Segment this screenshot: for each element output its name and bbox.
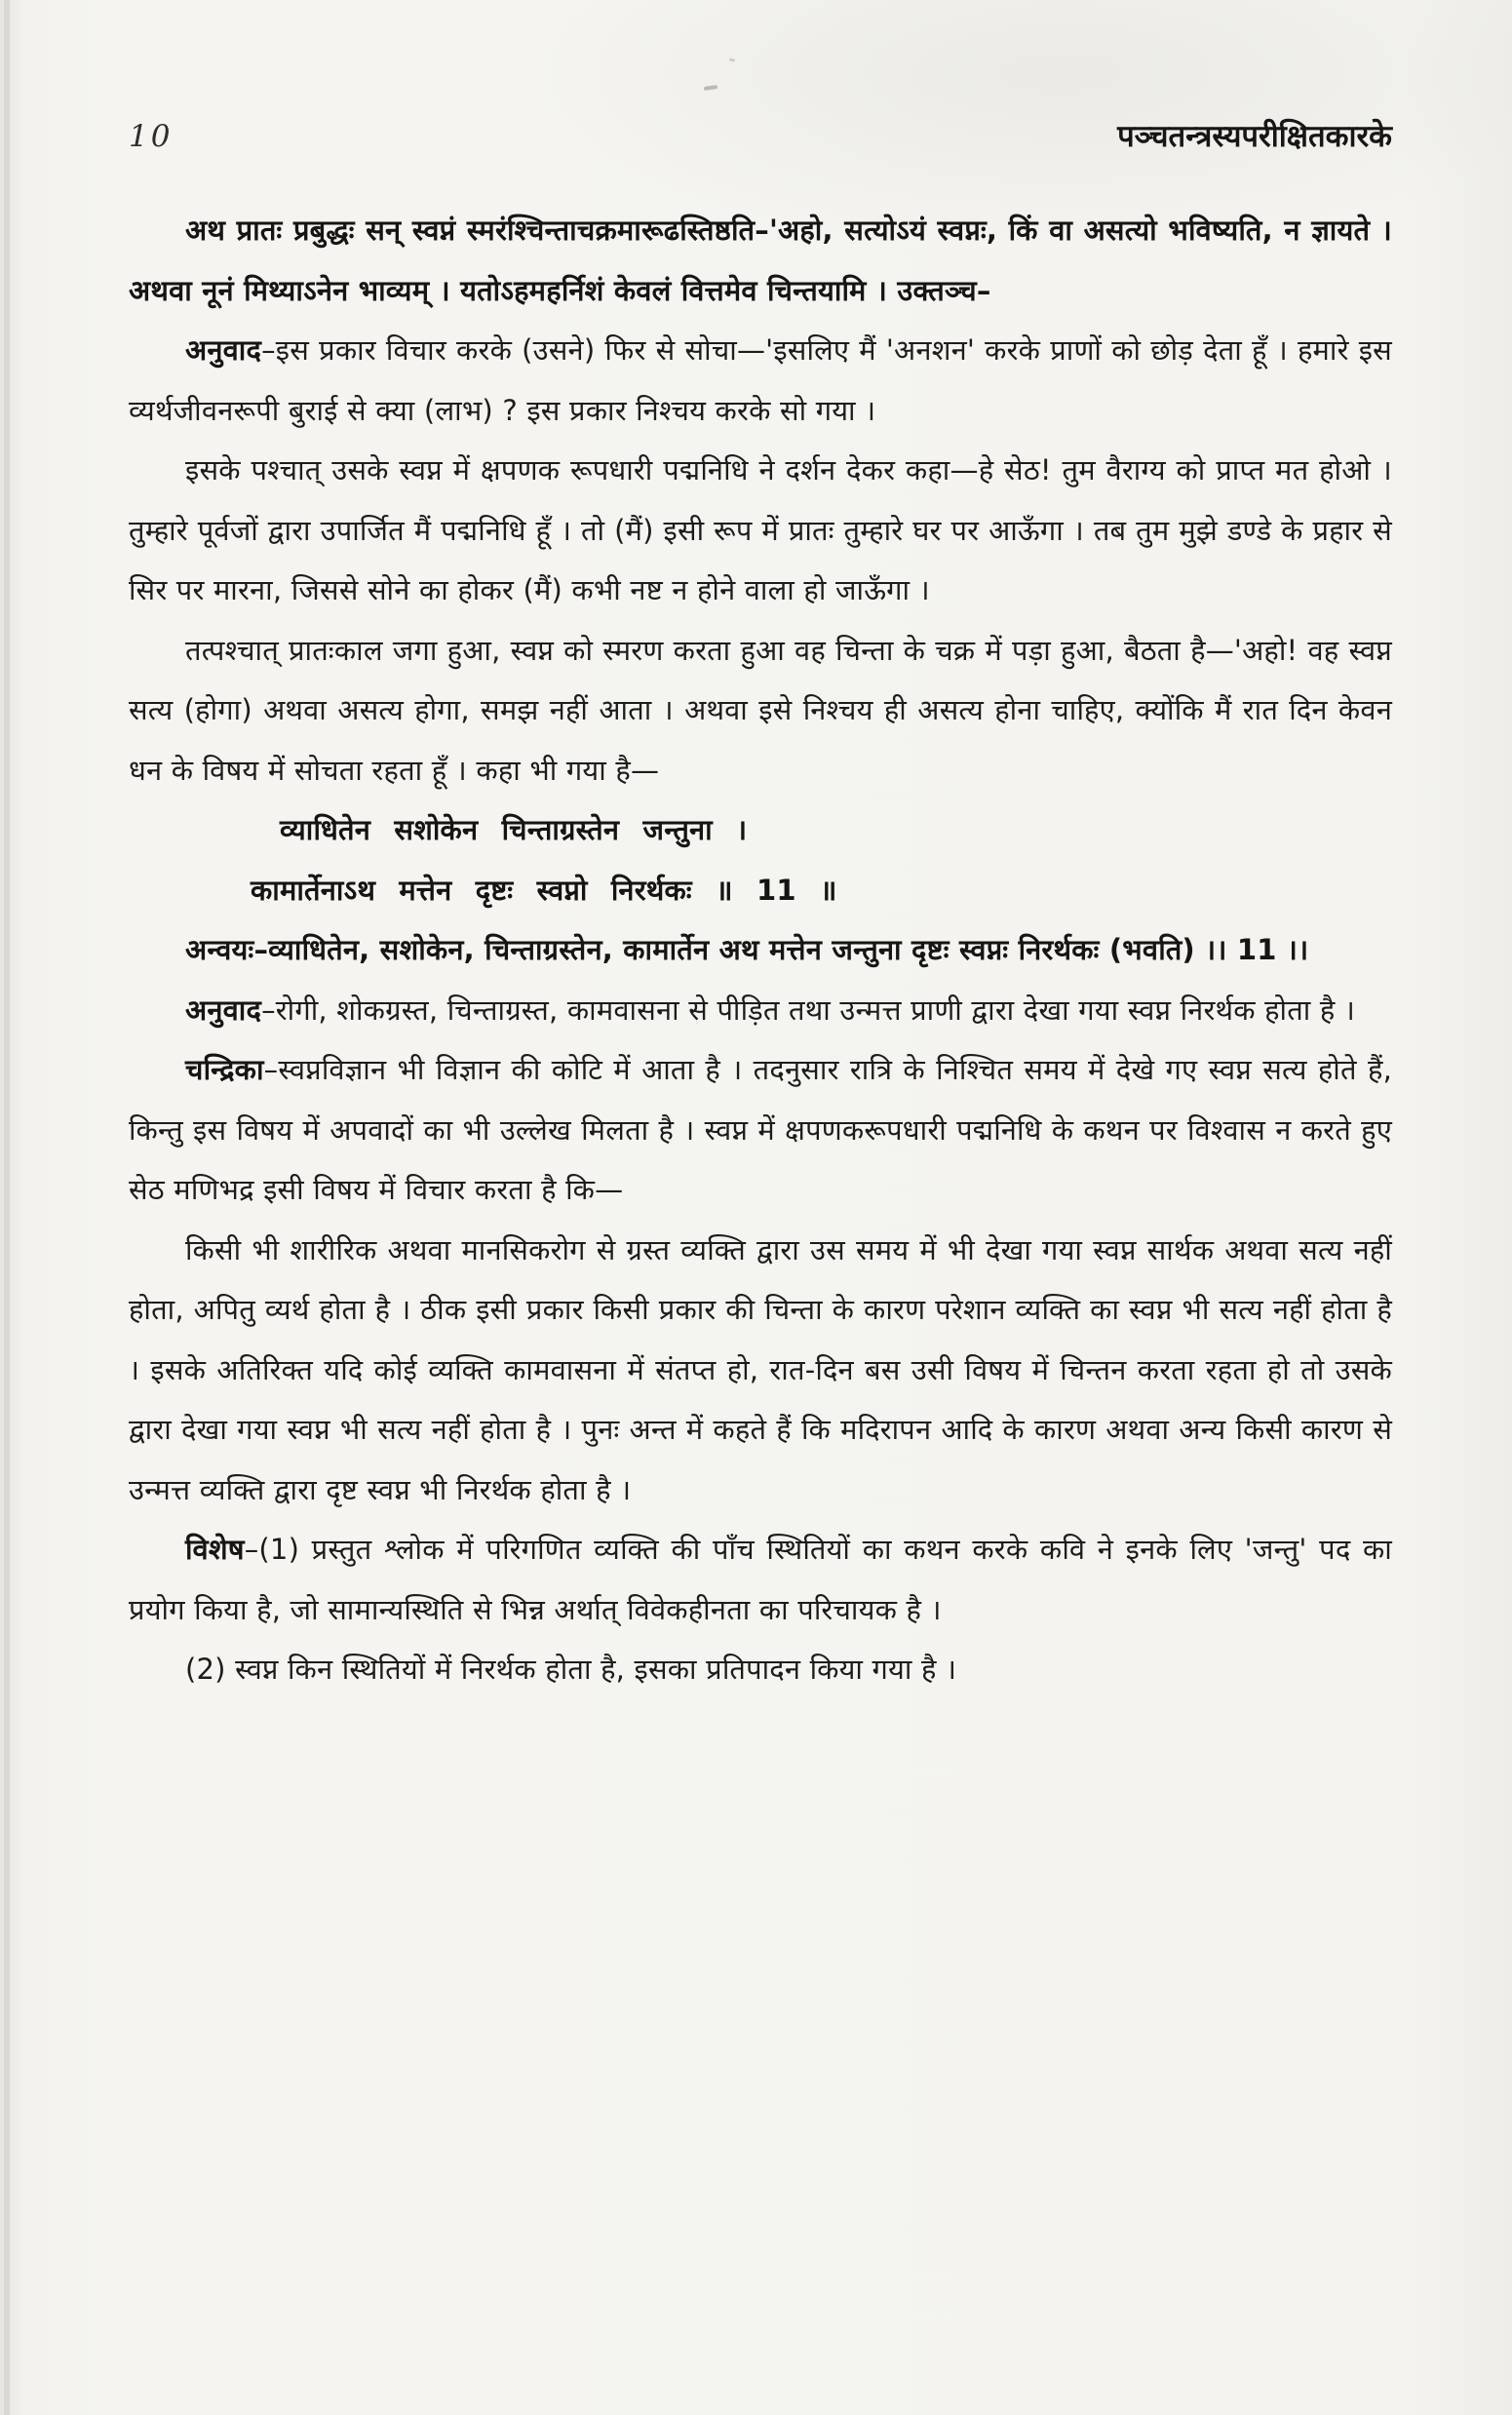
shloka-11-line-1: व्याधितेन सशोकेन चिन्ताग्रस्तेन जन्तुना । [280,813,748,846]
paragraph-morning-doubt-text: तत्पश्चात् प्रातःकाल जगा हुआ, स्वप्न को स्मरण करता हुआ वह चिन्ता के चक्र में पड़ा हुआ, बैठता है—'अहो! वह स्वप्न सत्य (होगा) अथवा असत्य होगा, समझ नहीं आता । अथवा इसे निश्चय ही असत्य होना चाहिए, क्योंकि मैं रात दिन केवन धन के विषय में सोचता रहता हूँ । कहा भी गया है— [129,633,1392,787]
paragraph-vishesh-2 [129,1640,1392,1700]
lead-anvaya: अन्वयः [185,933,254,966]
sanskrit-passage [129,201,1392,321]
paragraph-vishesh-text: –(1) प्रस्तुत श्लोक में परिगणित व्यक्ति की पाँच स्थितियों का कथन करके कवि ने इनके लिए 'जन्तु' पद का प्रयोग किया है, जो सामान्यस्थिति से भिन्न अर्थात् विवेकहीनता का परिचायक है । [129,1533,1392,1626]
paragraph-commentary-text: किसी भी शारीरिक अथवा मानसिकरोग से ग्रस्त व्यक्ति द्वारा उस समय में भी देखा गया स्वप्न सार्थक अथवा सत्य नहीं होता, अपितु व्यर्थ होता है । ठीक इसी प्रकार किसी प्रकार की चिन्ता के कारण परेशान व्यक्ति का स्वप्न भी सत्य नहीं होता है । इसके अतिरिक्त यदि कोई व्यक्ति कामवासना में संतप्त हो, रात-दिन बस उसी विषय में चिन्तन करता रहता हो तो उसके द्वारा देखा गया स्वप्न भी सत्य नहीं होता है । पुनः अन्त में कहते हैं कि मदिरापन आदि के कारण अथवा अन्य किसी कारण से उन्मत्त व्यक्ति द्वारा दृष्ट स्वप्न भी निरर्थक होता है । [129,1232,1392,1506]
paragraph-dream-vision-text: इसके पश्चात् उसके स्वप्न में क्षपणक रूपधारी पद्मनिधि ने दर्शन देकर कहा—हे सेठ! तुम वैराग्य को प्राप्त मत होओ । तुम्हारे पूर्वजों द्वारा उपार्जित मैं पद्मनिधि हूँ । तो (मैं) इसी रूप में प्रातः तुम्हारे घर पर आऊँगा । तब तुम मुझे डण्डे के प्रहार से सिर पर मारना, जिससे सोने का होकर (मैं) कभी नष्ट न होने वाला हो जाऊँगा । [129,453,1392,606]
page-body [129,201,1392,1700]
page-header [129,115,1392,156]
paragraph-chandrika [129,1040,1392,1221]
paragraph-dream-vision [129,441,1392,621]
sanskrit-passage-text: अथ प्रातः प्रबुद्धः सन् स्वप्नं स्मरंश्चिन्ताचक्रमारूढस्तिष्ठति–'अहो, सत्योऽयं स्वप्नः, किं वा असत्यो भविष्यति, न ज्ञायते । अथवा नूनं मिथ्याऽनेन भाव्यम् । यतोऽहमहर्निशं केवलं वित्तमेव चिन्तयामि । उक्तञ्च– [129,214,1392,307]
lead-vishesh: विशेष [185,1533,245,1566]
paragraph-anvaya [129,920,1392,981]
shloka-11-line-2: कामार्तेनाऽथ मत्तेन दृष्टः स्वप्नो निरर्थकः ॥ 11 ॥ [251,873,837,907]
paragraph-commentary [129,1221,1392,1521]
lead-chandrika: चन्द्रिका [185,1053,264,1086]
lead-anuvad-2: अनुवाद [185,993,262,1027]
paragraph-anvaya-text: –व्याधितेन, सशोकेन, चिन्ताग्रस्तेन, कामार्तेन अथ मत्तेन जन्तुना दृष्टः स्वप्नः निरर्थकः (भवति) ।। 11 ।। [253,933,1309,966]
page-number: 10 [129,119,174,154]
paragraph-morning-doubt [129,621,1392,801]
paragraph-vishesh [129,1520,1392,1640]
paragraph-anuvad-1 [129,321,1392,441]
running-header: पञ्चतन्त्रस्यपरीक्षितकारके [1117,119,1392,154]
shloka-11 [129,800,1392,920]
lead-anuvad-1: अनुवाद [185,333,262,367]
scan-artifact [729,58,735,61]
paragraph-vishesh-2-text: (2) स्वप्न किन स्थितियों में निरर्थक होता है, इसका प्रतिपादन किया गया है । [185,1653,957,1686]
paragraph-anuvad-1-text: –इस प्रकार विचार करके (उसने) फिर से सोचा—'इसलिए मैं 'अनशन' करके प्राणों को छोड़ देता हूँ । हमारे इस व्यर्थजीवनरूपी बुराई से क्या (लाभ) ? इस प्रकार निश्चय करके सो गया । [129,333,1392,427]
paragraph-anuvad-2-text: –रोगी, शोकग्रस्त, चिन्ताग्रस्त, कामवासना से पीड़ित तथा उन्मत्त प्राणी द्वारा देखा गया स्वप्न निरर्थक होता है । [261,993,1356,1027]
scan-edge-shadow [4,0,10,2415]
paragraph-chandrika-text: –स्वप्नविज्ञान भी विज्ञान की कोटि में आता है । तदनुसार रात्रि के निश्चित समय में देखे गए स्वप्न सत्य होते हैं, किन्तु इस विषय में अपवादों का भी उल्लेख मिलता है । स्वप्न में क्षपणकरूपधारी पद्मनिधि के कथन पर विश्वास न करते हुए सेठ मणिभद्र इसी विषय में विचार करता है कि— [129,1053,1392,1206]
paragraph-anuvad-2 [129,981,1392,1041]
scan-artifact [704,85,717,91]
